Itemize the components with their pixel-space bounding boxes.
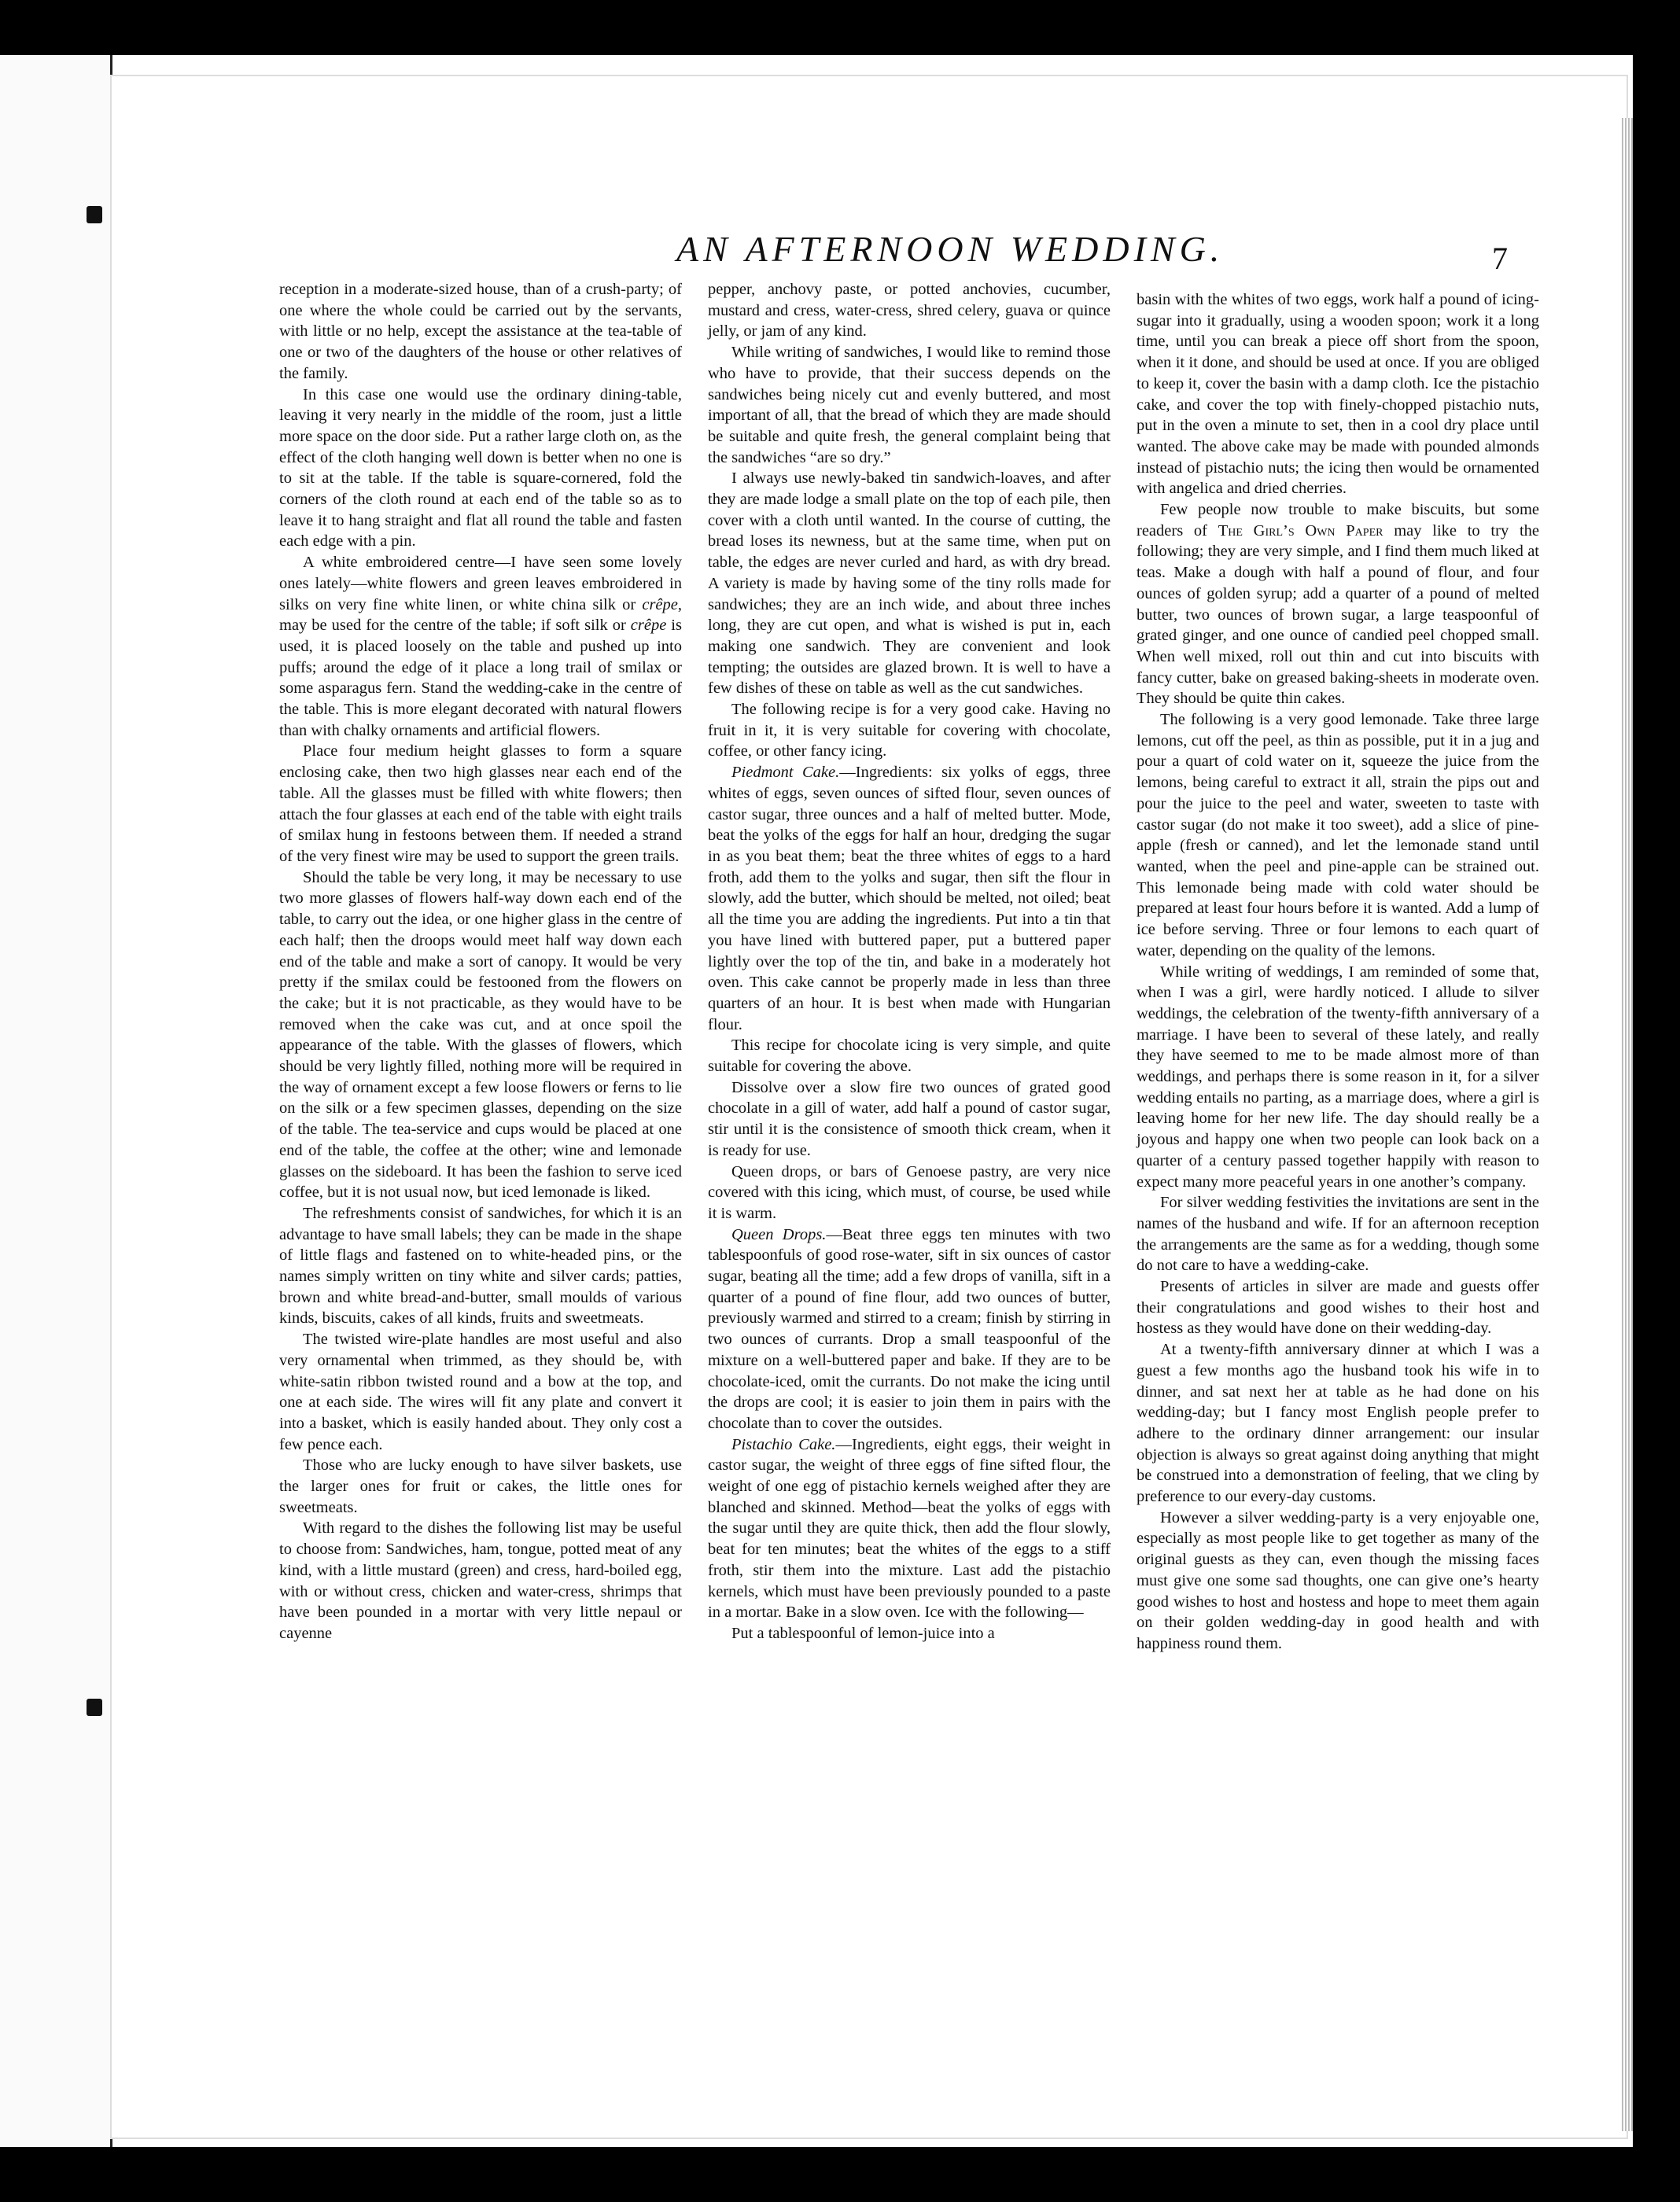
scan-border-right	[1633, 0, 1680, 2202]
paragraph: However a silver wedding-party is a very enjoyable one, especially as most people like to get together as many of the original guests as they can, even though the missing faces must give one some sad thoughts, one can give one’s hearty good wishes to host and hostess and hope to meet them again on their golden wedding-day in good health and with happiness round them.	[1137, 1508, 1539, 1652]
paragraph: A white embroidered centre—I have seen some lovely ones lately—white flowers and green leaves embroidered in silks on very fine white linen, or white china silk or crêpe, may be used for the centre of the table; if soft silk or crêpe is used, it is placed loosely on the table and pushed up into puffs; around the edge of it place a long trail of smilax or some asparagus fern. Stand the wedding-cake in the centre of the table. This is more elegant decorated with natural flowers than with chalky ornaments and artificial flowers.	[279, 554, 682, 739]
paragraph: Queen Drops.—Beat three eggs ten minutes with two tablespoonfuls of good rose-water, sift in six ounces of castor sugar, beating all the time; add a few drops of vanilla, sift in a quarter of a pound of fine flour, add two ounces of butter, previously warmed and stirred to a cream; finish by stirring in two ounces of currants. Drop a small teaspoonful of the mixture on a well-buttered paper and bake. If they are to be chocolate-iced, omit the currants. Do not make the icing until the drops are cool; it is easier to join them in pairs with the chocolate than to cover the outsides.	[708, 1225, 1111, 1432]
running-title: AN AFTERNOON WEDDING.	[676, 229, 1225, 269]
paragraph: While writing of weddings, I am reminded of some that, when I was a girl, were hardly noticed. I allude to silver weddings, the celebration of the twenty-fifth anniversary of a marriage. I have been to several of these lately, and really they have seemed to me to be made almost more of than weddings, and perhaps there is some reason in it, for a silver wedding entails no parting, as a marriage does, where a girl is leaving home for her new life. The day should really be a joyous and happy one when two people can look back on a quarter of a century passed together happily with reason to expect many more peaceful years in one another’s company.	[1137, 963, 1539, 1191]
binding-thread-mark	[87, 1699, 102, 1716]
paragraph: Queen drops, or bars of Genoese pastry, are very nice covered with this icing, which must, of course, be used while it is warm.	[708, 1162, 1111, 1222]
text-column-3	[1137, 289, 1539, 1655]
paragraph: The following is a very good lemonade. Take three large lemons, cut off the peel, as thin as possible, put it in a jug and pour a quart of cold water on it, squeeze the juice from the lemons, being careful to extract it all, strain the pips out and pour the juice to the peel and water, sweeten to taste with castor sugar (do not make it too sweet), add a slice of pine-apple (fresh or canned), and let the lemonade stand until wanted, when the peel and pine-apple can be strained out. This lemonade being made with cold water should be prepared at least four hours before it is wanted. Add a lump of ice before serving. Three or four lemons to each quart of water, depending on the quality of the lemons.	[1137, 711, 1539, 959]
paragraph: This recipe for chocolate icing is very simple, and quite suitable for covering the above.	[708, 1037, 1111, 1076]
paragraph: Few people now trouble to make biscuits, but some readers of The Girl’s Own Paper may like to try the following; they are very simple, and I find them much liked at teas. Make a dough with half a pound of flour, and four ounces of golden syrup; add a quarter of a pound of melted butter, two ounces of brown sugar, a large teaspoonful of grated ginger, and one ounce of candied peel chopped small. When well mixed, roll out thin and cut into biscuits with fancy cutter, bake on greased baking-sheets in moderate oven. They should be quite thin cakes.	[1137, 501, 1539, 708]
paragraph: Presents of articles in silver are made and guests offer their congratulations and good wishes to their host and hostess as they would have done on their wedding-day.	[1137, 1278, 1539, 1338]
paragraph: reception in a moderate-sized house, than of a crush-party; of one where the whole could be carried out by the servants, with little or no help, except the assistance at the tea-table of one or two of the daughters of the house or other relatives of the family.	[279, 281, 682, 382]
paragraph: Should the table be very long, it may be necessary to use two more glasses of flowers half-way down each end of the table, to carry out the idea, or one higher glass in the centre of each half; then the droops would meet half way down each end of the table and make a sort of canopy. It would be very pretty if the smilax could be festooned from the flowers on the cake; but it is not practicable, as they would have to be removed when the cake was cut, and at once spoil the appearance of the table. With the glasses of flowers, which should be very lightly filled, nothing more will be required in the way of ornament except a few loose flowers or ferns to lie on the silk or a few specimen glasses, depending on the size of the table. The tea-service and cups would be placed at one end of the table, the coffee at the other; wine and lemonade glasses on the sideboard. It has been the fashion to serve iced coffee, but it is not usual now, but iced lemonade is liked.	[279, 868, 682, 1202]
paragraph: Pistachio Cake.—Ingredients, eight eggs, their weight in castor sugar, the weight of three eggs of fine sifted flour, the weight of one egg of pistachio kernels weighed after they are blanched and skinned. Method—beat the yolks of eggs with the sugar until they are quite thick, then add the flour slowly, beat for ten minutes; beat the whites of the eggs to a stiff froth, stir them into the mixture. Last add the pistachio kernels, which must have been previously pounded to a paste in a mortar. Bake in a slow oven. Ice with the following—	[708, 1435, 1111, 1622]
page-stack-edge	[1622, 118, 1633, 2131]
scan-border-top	[0, 0, 1680, 55]
paragraph: Put a tablespoonful of lemon-juice into a	[731, 1625, 995, 1642]
paragraph: The refreshments consist of sandwiches, for which it is an advantage to have small labels; they can be made in the shape of little flags and fastened on to white-headed pins, or the names simply written on tiny white and silver cards; patties, brown and white bread-and-butter, small moulds of various kinds, biscuits, cakes of all kinds, fruits and sweetmeats.	[279, 1204, 682, 1327]
paragraph: Dissolve over a slow fire two ounces of grated good chocolate in a gill of water, add half a pound of castor sugar, stir until it is the consistence of smooth thick cream, when it is ready for use.	[708, 1078, 1111, 1159]
text-column-2	[708, 279, 1111, 1644]
paragraph: The following recipe is for a very good cake. Having no fruit in it, it is very suitable for covering with chocolate, coffee, or other fancy icing.	[708, 701, 1111, 760]
paragraph: While writing of sandwiches, I would like to remind those who have to provide, that their success depends on the sandwiches being nicely cut and evenly buttered, and most important of all, that the bread of which they are made should be suitable and quite fresh, the general complaint being that the sandwiches “are so dry.”	[708, 344, 1111, 466]
paragraph: basin with the whites of two eggs, work half a pound of icing-sugar into it gradually, using a wooden spoon; work it a long time, until you can break a piece off short from the spoon, when it it done, and should be used at once. If you are obliged to keep it, cover the basin with a damp cloth. Ice the pistachio cake, and cover the top with finely-chopped pistachio nuts, put in the oven a minute to set, then in a cool dry place until wanted. The above cake may be made with pounded almonds instead of pistachio nuts; the icing then would be ornamented with angelica and dried cherries.	[1137, 291, 1539, 498]
binding-thread-mark	[87, 206, 102, 223]
scan-border-bottom	[0, 2147, 1680, 2202]
facing-page-edge	[0, 55, 112, 2147]
paragraph: With regard to the dishes the following list may be useful to choose from: Sandwiches, ham, tongue, potted meat of any kind, with a little mustard (green) and cress, hard-boiled egg, with or without cress, chicken and water-cress, shrimps that have been pounded in a mortar with very little nepaul or cayenne	[279, 1519, 682, 1642]
page-number: 7	[1492, 241, 1508, 276]
paragraph: In this case one would use the ordinary dining-table, leaving it very nearly in the middle of the room, just a little more space on the door side. Put a rather large cloth on, as the effect of the cloth hanging well down is better when no one is to sit at the table. If the table is square-cornered, fold the corners of the cloth round at each end of the table so as to leave it to hang straight and flat all round the table and fasten each edge with a pin.	[279, 385, 682, 550]
paragraph: I always use newly-baked tin sandwich-loaves, and after they are made lodge a small plate on the top of each pile, then cover with a cloth until wanted. In the course of cutting, the bread loses its newness, but at the same time, when put on table, the edges are never curled and hard, as with dry bread. A variety is made by having some of the tiny rolls made for sandwiches; they are an inch wide, and about three inches long, they are cut open, and what is wished is put in, each making one sandwich. They are convenient and look tempting; the outsides are glazed brown. It is well to have a few dishes of these on table as well as the cut sandwiches.	[708, 469, 1111, 698]
text-column-1	[279, 279, 682, 1644]
paragraph: At a twenty-fifth anniversary dinner at which I was a guest a few months ago the husband took his wife in to dinner, and sat next her at table as he had done on his wedding-day; but I fancy most English people prefer to adhere to the ordinary dinner arrangement: our insular objection is always so great against doing anything that might be construed into a demonstration of feeling, that we cling by preference to our every-day customs.	[1137, 1341, 1539, 1506]
paragraph: Those who are lucky enough to have silver baskets, use the larger ones for fruit or cakes, the little ones for sweetmeats.	[279, 1456, 682, 1516]
paragraph: Place four medium height glasses to form a square enclosing cake, then two high glasses near each end of the table. All the glasses must be filled with white flowers; then attach the four glasses at each end of the table with eight trails of smilax hung in festoons between them. If needed a strand of the very finest wire may be used to support the green trails.	[279, 742, 682, 865]
paragraph: For silver wedding festivities the invitations are sent in the names of the husband and wife. If for an afternoon reception the arrangements are the same as for a wedding, though some do not care to have a wedding-cake.	[1137, 1194, 1539, 1275]
paragraph: pepper, anchovy paste, or potted anchovies, cucumber, mustard and cress, water-cress, shred celery, guava or quince jelly, or jam of any kind.	[708, 281, 1111, 341]
paragraph: The twisted wire-plate handles are most useful and also very ornamental when trimmed, as they should be, with white-satin ribbon twisted round and a bow at the top, and one at each side. The wires will fit any plate and convert it into a basket, which is easily handed about. They only cost a few pence each.	[279, 1331, 682, 1453]
paragraph: Piedmont Cake.—Ingredients: six yolks of eggs, three whites of eggs, seven ounces of sifted flour, seven ounces of castor sugar, three ounces and a half of melted butter. Mode, beat the yolks of the eggs for half an hour, dredging the sugar in as you beat them; beat the three whites of eggs to a hard froth, add them to the yolks and sugar, then sift the flour in slowly, add the butter, which should be melted, not oiled; beat all the time you are adding the ingredients. Put into a tin that you have lined with buttered paper, put a buttered paper lightly over the top of the tin, and bake in a moderately hot oven. This cake cannot be properly made in less than three quarters of an hour. It is best when made with Hungarian flour.	[708, 764, 1111, 1033]
